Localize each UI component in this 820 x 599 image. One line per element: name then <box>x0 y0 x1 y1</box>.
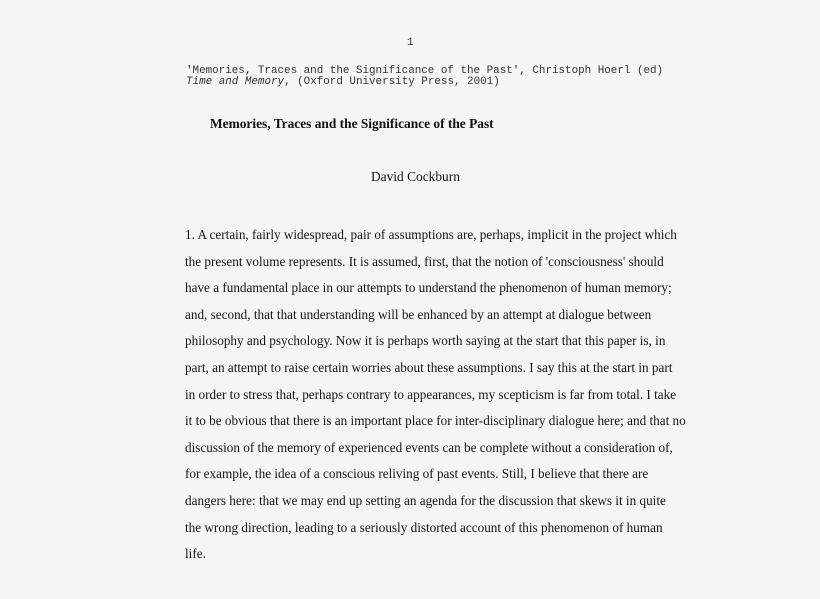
body-line: and, second, that that understanding will be enhanced by an attempt at dialogue between <box>185 306 652 322</box>
body-line: part, an attempt to raise certain worries about these assumptions. I say this at the start in part <box>185 359 673 375</box>
body-line: life. <box>185 546 206 562</box>
citation-line-2 <box>186 77 663 88</box>
body-line: in order to stress that, perhaps contrary to appearances, my scepticism is far from total. I take <box>185 386 677 402</box>
body-line: the wrong direction, leading to a seriously distorted account of this phenomenon of human <box>185 519 663 535</box>
citation-line-1: 'Memories, Traces and the Significance of the Past', Christoph Hoerl (ed) <box>186 65 664 77</box>
body-line: it to be obvious that there is an important place for inter-disciplinary dialogue here; and that no <box>185 413 686 429</box>
paper-title: Memories, Traces and the Significance of the Past <box>210 116 494 131</box>
publisher-info: , (Oxford University Press, 2001) <box>284 76 500 88</box>
body-line: the present volume represents. It is assumed, first, that the notion of 'consciousness' should <box>185 253 664 269</box>
body-line: philosophy and psychology. Now it is perhaps worth saying at the start that this paper is, in <box>185 333 666 349</box>
body-line: dangers here: that we may end up setting an agenda for the discussion that skews it in quite <box>185 492 666 508</box>
body-line: discussion of the memory of experienced events can be complete without a consideration of, <box>185 439 673 455</box>
body-line: for example, the idea of a conscious reliving of past events. Still, I believe that there are <box>185 466 649 482</box>
body-paragraph <box>185 222 686 568</box>
citation-header <box>186 66 663 88</box>
book-title-conjunction: and <box>212 76 245 88</box>
body-line: have a fundamental place in our attempts to understand the phenomenon of human memory; <box>185 280 672 296</box>
body-line: 1. A certain, fairly widespread, pair of assumptions are, perhaps, implicit in the project which <box>185 227 677 242</box>
paper-author: David Cockburn <box>371 169 460 184</box>
book-title-word-1: Time <box>186 76 213 88</box>
book-title-word-2: Memory <box>244 76 285 88</box>
page-number: 1 <box>407 37 414 49</box>
